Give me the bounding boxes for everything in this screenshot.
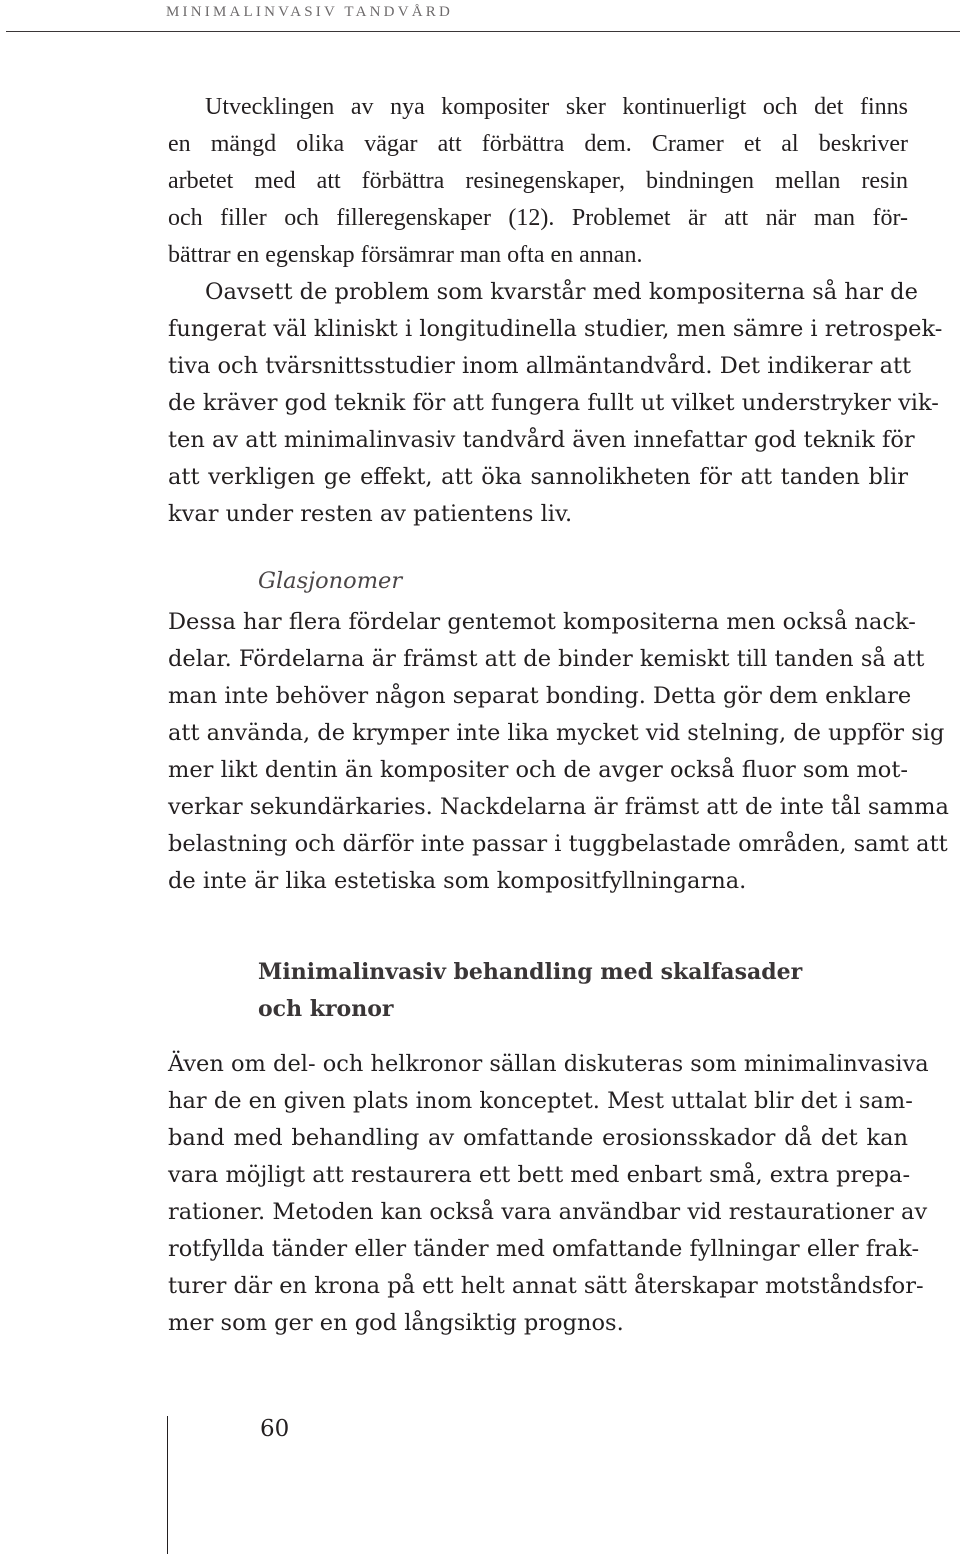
text-line: rotfyllda tänder eller tänder med omfattande fyllningar eller frak- (168, 1236, 920, 1262)
text-line: vara möjligt att restaurera ett bett med enbart små, extra prepa- (168, 1162, 911, 1188)
paragraph-4-text (168, 1046, 929, 1342)
text-line: rationer. Metoden kan också vara användbar vid restaurationer av (168, 1199, 928, 1225)
text-line: bättrar en egenskap försämrar man ofta en annan. (168, 242, 643, 268)
text-line: och filler och filleregenskaper (12). Problemet är att när man för- (168, 205, 908, 231)
text-line: en mängd olika vägar att förbättra dem. Cramer et al beskriver (168, 131, 908, 157)
footer-rule (167, 1416, 168, 1554)
text-line: verkar sekundärkaries. Nackdelarna är främst att de inte tål samma (168, 794, 949, 820)
text-line: belastning och därför inte passar i tuggbelastade områden, samt att (168, 831, 948, 857)
text-line: ten av att minimalinvasiv tandvård även innefattar god teknik för (168, 427, 915, 453)
text-line: man inte behöver någon separat bonding. Detta gör dem enklare (168, 683, 912, 709)
subheading-glasjonomer: Glasjonomer (258, 568, 403, 594)
text-line: arbetet med att förbättra resinegenskaper, bindningen mellan resin (168, 168, 908, 194)
page-number: 60 (260, 1416, 290, 1442)
text-line: fungerat väl kliniskt i longitudinella studier, men sämre i retrospek- (168, 316, 943, 342)
text-line: att verkligen ge effekt, att öka sannolikheten för att tanden blir (168, 464, 908, 490)
header-rule (6, 31, 960, 32)
paragraph-3-text (168, 604, 949, 900)
section-heading-line: och kronor (258, 996, 394, 1022)
text-line: kvar under resten av patientens liv. (168, 501, 573, 527)
text-line: delar. Fördelarna är främst att de binder kemiskt till tanden så att (168, 646, 925, 672)
text-line: de kräver god teknik för att fungera fullt ut vilket understryker vik- (168, 390, 939, 416)
text-line: Dessa har flera fördelar gentemot kompositerna men också nack- (168, 609, 916, 635)
paragraph-1-text (168, 89, 908, 274)
text-line: Oavsett de problem som kvarstår med kompositerna så har de (205, 279, 918, 305)
text-line: mer likt dentin än kompositer och de avger också fluor som mot- (168, 757, 908, 783)
paragraph-2-text (168, 274, 943, 533)
paragraph-4 (168, 1046, 929, 1342)
paragraph-2 (168, 274, 943, 533)
running-head: MINIMALINVASIV TANDVÅRD (166, 4, 453, 20)
paragraph-3 (168, 604, 949, 900)
text-line: tiva och tvärsnittsstudier inom allmäntandvård. Det indikerar att (168, 353, 912, 379)
paragraph-1 (168, 89, 908, 274)
text-line: turer där en krona på ett helt annat sätt återskapar motståndsfor- (168, 1273, 924, 1299)
text-line: band med behandling av omfattande erosionsskador då det kan (168, 1125, 908, 1151)
text-line: de inte är lika estetiska som kompositfyllningarna. (168, 868, 747, 894)
text-line: har de en given plats inom konceptet. Mest uttalat blir det i sam- (168, 1088, 913, 1114)
section-heading (258, 954, 818, 1028)
text-line: att använda, de krymper inte lika mycket vid stelning, de uppför sig (168, 720, 945, 746)
text-line: mer som ger en god långsiktig prognos. (168, 1310, 624, 1336)
text-line: Även om del- och helkronor sällan diskuteras som minimalinvasiva (168, 1051, 929, 1077)
text-line: Utvecklingen av nya kompositer sker kontinuerligt och det finns (205, 94, 908, 120)
section-heading-line: Minimalinvasiv behandling med skalfasader (258, 959, 803, 985)
